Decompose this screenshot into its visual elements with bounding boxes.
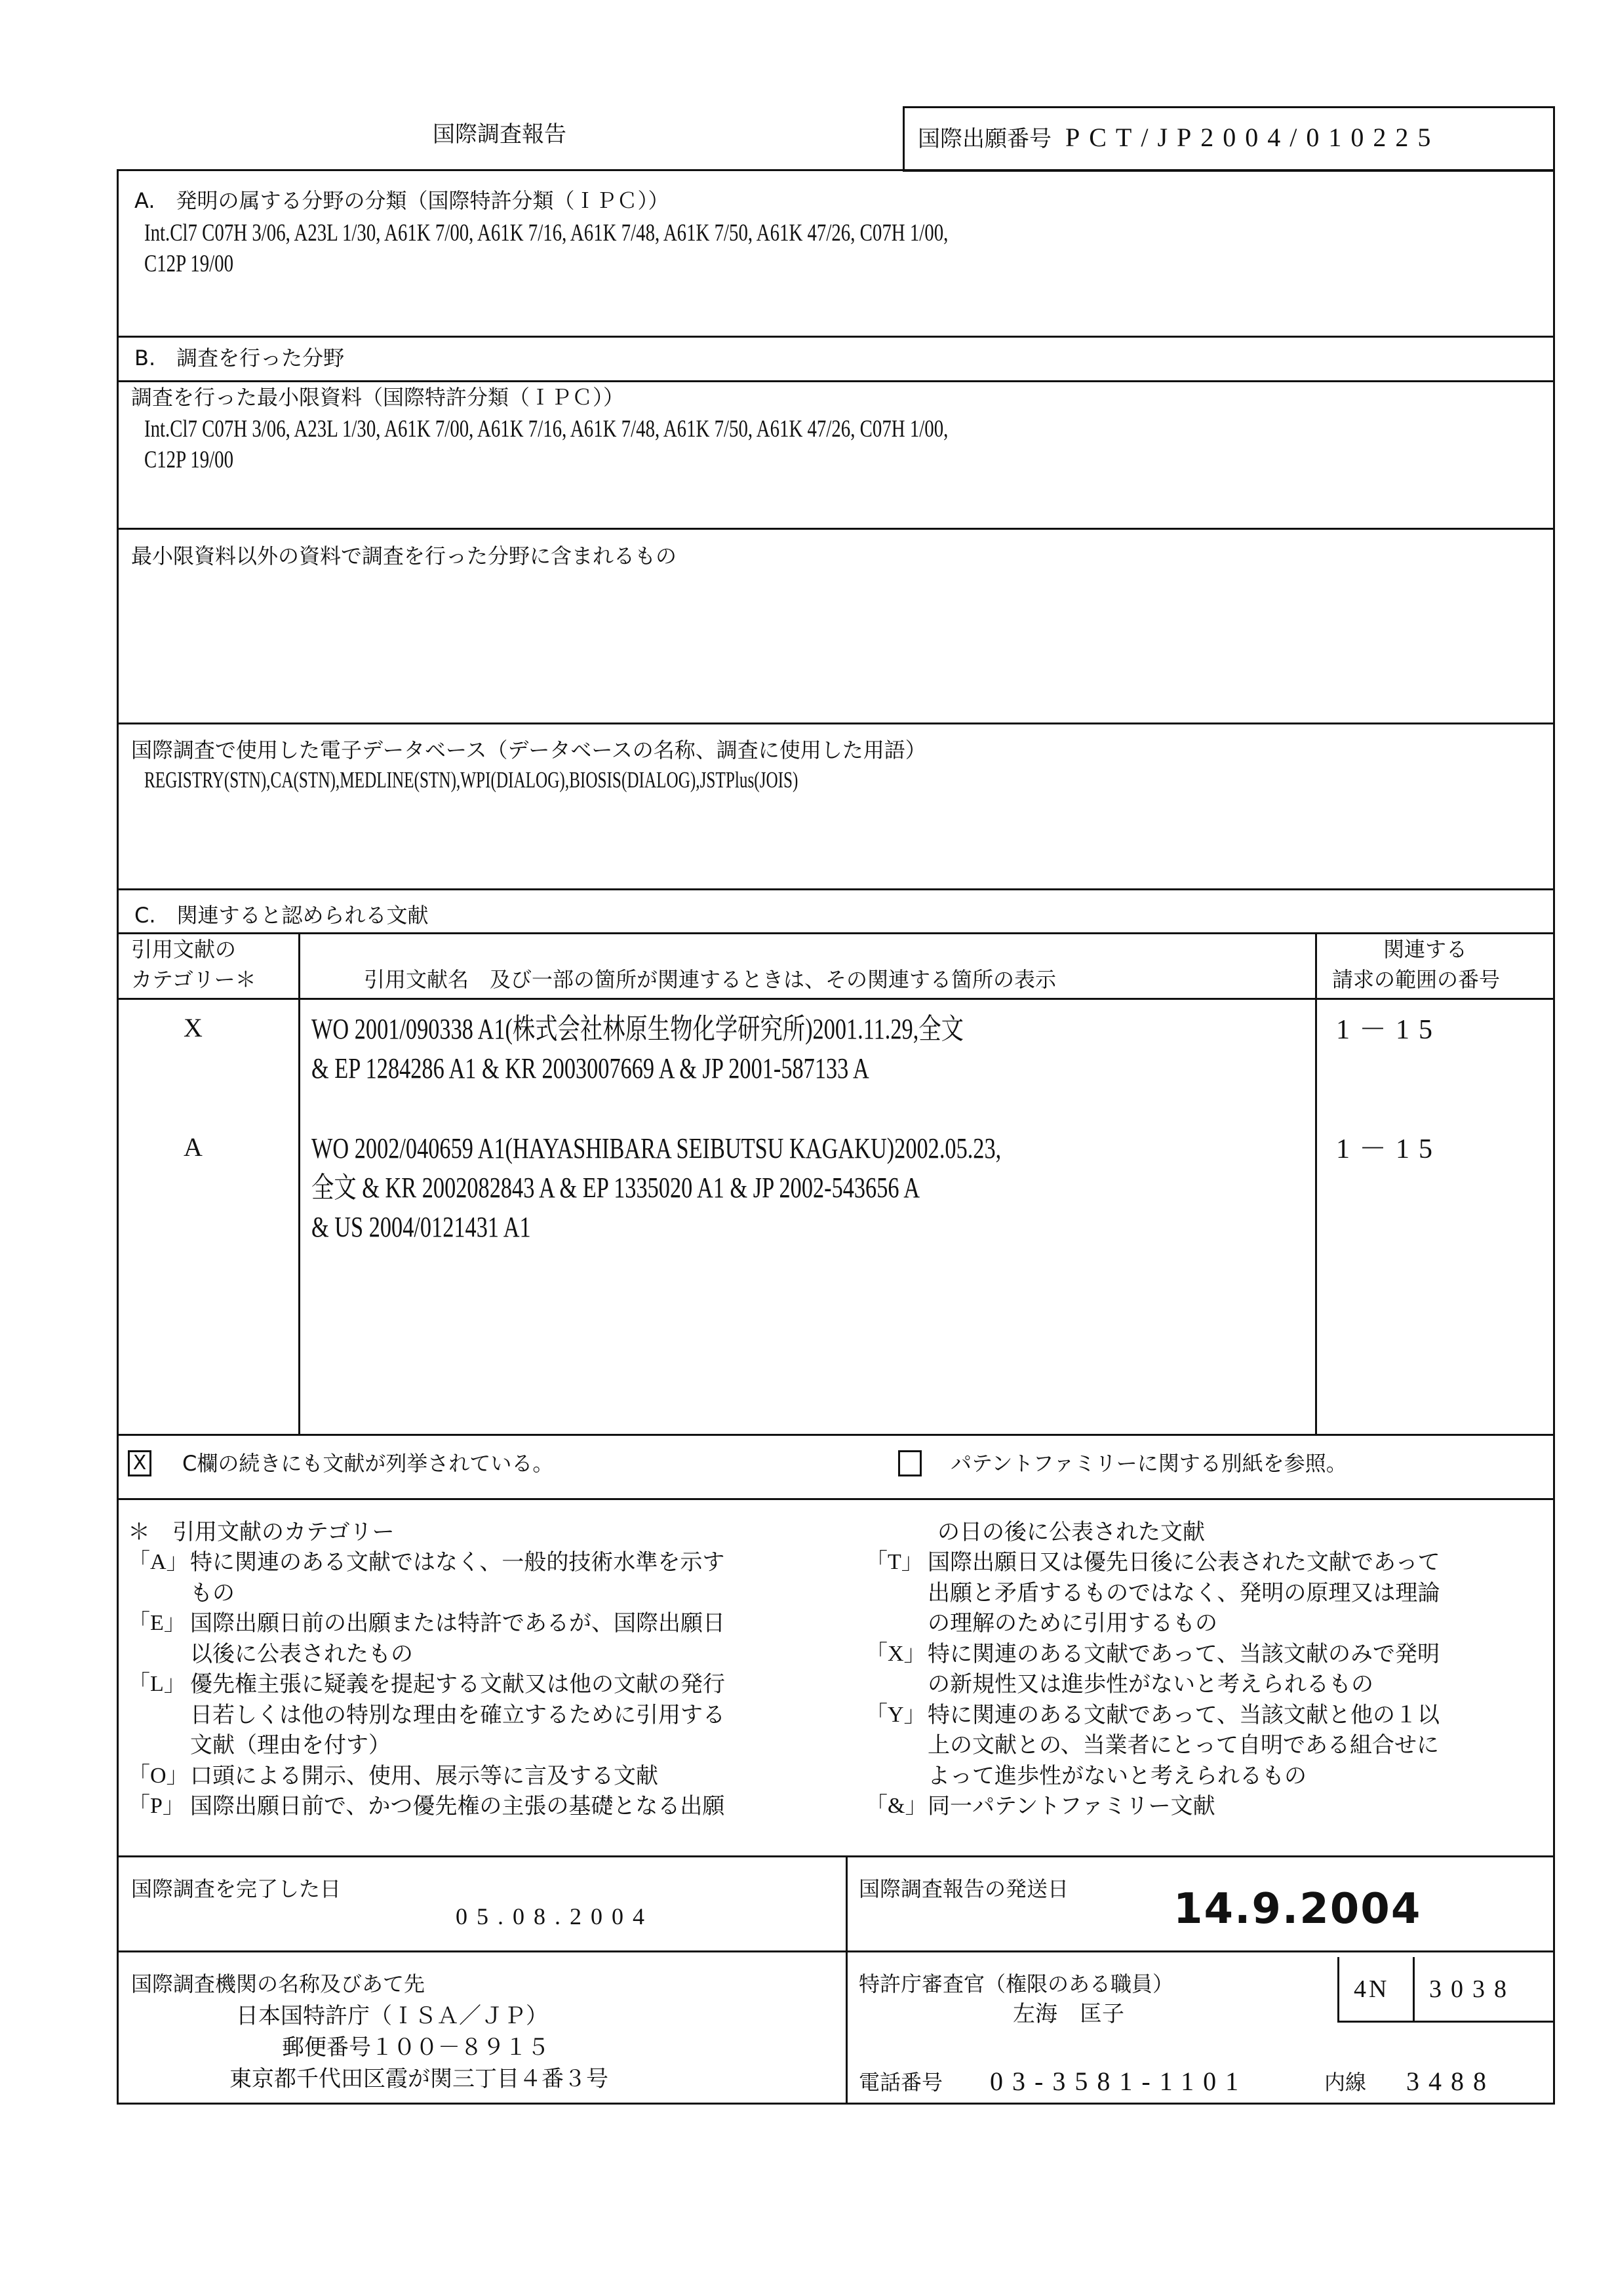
category-tag: 「A」: [128, 1550, 189, 1574]
col-divider-claims: [1315, 932, 1317, 1434]
report-title: 国際調査報告: [433, 121, 566, 148]
category-description-line: 特に関連のある文献ではなく、一般的技術水準を示す: [190, 1549, 725, 1575]
other-docs-label: 最小限資料以外の資料で調査を行った分野に含まれるもの: [131, 544, 677, 568]
category-description-line: 同一パテントファミリー文献: [928, 1793, 1215, 1819]
patent-family-label: パテントファミリーに関する別紙を参照。: [951, 1451, 1347, 1476]
divider-min-docs: [117, 528, 1555, 530]
row-citation-line: WO 2001/090338 A1(株式会社林原生物化学研究所)2001.11.29,全文: [311, 1013, 964, 1045]
divider-other-docs: [117, 722, 1555, 724]
category-tag: 「E」: [128, 1611, 186, 1635]
row-citation-line: WO 2002/040659 A1(HAYASHIBARA SEIBUTSU KAGAKU)2002.05.23,: [311, 1132, 1002, 1164]
col-divider-category: [298, 932, 300, 1434]
category-description-line: 国際出願日前で、かつ優先権の主張の基礎となる出願: [190, 1793, 725, 1819]
category-description-line: 特に関連のある文献であって、当該文献と他の１以: [928, 1701, 1440, 1728]
mailing-label: 国際調査報告の発送日: [859, 1876, 1069, 1901]
category-description-line: 日若しくは他の特別な理由を確立するために引用する: [190, 1701, 725, 1728]
section-a-heading: A. 発明の属する分野の分類（国際特許分類（ＩＰＣ））: [134, 188, 669, 213]
category-description-line: 文献（理由を付す）: [190, 1732, 391, 1758]
database-value: REGISTRY(STN),CA(STN),MEDLINE(STN),WPI(DIALOG),BIOSIS(DIALOG),JSTPlus(JOIS): [144, 767, 798, 793]
category-description-line: 国際出願日前の出願または特許であるが、国際出願日: [190, 1610, 725, 1636]
divider-c-columns: [117, 998, 1555, 1000]
categories-title: ＊ 引用文献のカテゴリー: [128, 1519, 395, 1545]
officer-label: 特許庁審査官（権限のある職員）: [859, 1971, 1174, 1996]
divider-continuation: [117, 1498, 1555, 1500]
category-description-line: の新規性又は進歩性がないと考えられるもの: [928, 1671, 1373, 1697]
phone-label: 電話番号: [859, 2070, 943, 2095]
application-number-label: 国際出願番号: [918, 126, 1052, 152]
row-category: A: [184, 1132, 203, 1162]
database-label: 国際調査で使用した電子データベース（データベースの名称、調査に使用した用語）: [131, 738, 926, 762]
divider-database: [117, 888, 1555, 890]
completion-date: 05.08.2004: [456, 1903, 654, 1930]
category-description-line: 出願と矛盾するものではなく、発明の原理又は理論: [928, 1579, 1440, 1606]
divider-categories: [117, 1855, 1555, 1857]
phone-number: 03-3581-1101: [990, 2067, 1248, 2096]
divider-a-b: [117, 336, 1555, 338]
application-number: PCT/JP2004/010225: [1065, 123, 1440, 152]
category-tag: 「P」: [128, 1794, 185, 1818]
category-description-line: の理解のために引用するもの: [928, 1610, 1217, 1636]
footer-center-divider: [846, 1855, 848, 2105]
row-claims: 1－15: [1336, 1015, 1442, 1045]
row-citation-line: & US 2004/0121431 A1: [311, 1211, 531, 1243]
category-description-line: 特に関連のある文献であって、当該文献のみで発明: [928, 1640, 1440, 1667]
authority-address: 東京都千代田区霞が関三丁目４番３号: [229, 2066, 608, 2092]
authority-name: 日本国特許庁（ＩＳＡ／ＪＰ）: [236, 2003, 548, 2029]
category-description-line: 口頭による開示、使用、展示等に言及する文献: [190, 1762, 658, 1789]
category-continuation: の日の後に公表された文献: [937, 1519, 1205, 1545]
col-header-citation: 引用文献名 及び一部の箇所が関連するときは、その関連する箇所の表示: [364, 967, 1057, 992]
divider-c-heading: [117, 932, 1555, 934]
extension-label: 内線: [1324, 2070, 1367, 2095]
authority-postal: 郵便番号１００－８９１５: [282, 2034, 549, 2061]
c-continued-checkbox[interactable]: X: [128, 1450, 151, 1476]
row-citation-line: 全文 & KR 2002082843 A & EP 1335020 A1 & JP 2002-543656 A: [311, 1172, 920, 1204]
category-description-line: 優先権主張に疑義を提起する文献又は他の文献の発行: [190, 1671, 725, 1697]
category-description-line: 国際出願日又は優先日後に公表された文献であって: [928, 1549, 1440, 1575]
mailing-date-stamp: 14.9.2004: [1173, 1885, 1422, 1933]
col-header-claims-1: 関連する: [1383, 937, 1468, 962]
category-description-line: よって進歩性がないと考えられるもの: [928, 1762, 1307, 1789]
row-claims: 1－15: [1336, 1134, 1442, 1164]
examiner-code-divider: [1413, 1957, 1415, 2023]
c-continued-label: C欄の続きにも文献が列挙されている。: [182, 1451, 554, 1476]
completion-label: 国際調査を完了した日: [131, 1876, 342, 1901]
category-tag: 「Y」: [865, 1702, 926, 1727]
category-tag: 「O」: [128, 1763, 189, 1788]
category-tag: 「&」: [865, 1794, 928, 1818]
patent-family-checkbox[interactable]: [898, 1450, 922, 1476]
col-header-claims-2: 請求の範囲の番号: [1332, 967, 1501, 992]
min-docs-label: 調査を行った最小限資料（国際特許分類（ＩＰＣ））: [131, 385, 625, 410]
category-description-line: もの: [190, 1579, 235, 1606]
col-header-category-2: カテゴリー＊: [131, 967, 256, 992]
extension-number: 3488: [1406, 2067, 1495, 2096]
divider-b-heading: [117, 380, 1555, 382]
divider-footer-mid: [117, 1950, 1555, 1952]
examiner-code-2: 3038: [1429, 1975, 1516, 2003]
section-b-ipc-line2: C12P 19/00: [144, 446, 234, 473]
category-tag: 「X」: [865, 1641, 926, 1666]
category-description-line: 以後に公表されたもの: [190, 1640, 413, 1667]
authority-label: 国際調査機関の名称及びあて先: [131, 1971, 425, 1996]
category-description-line: 上の文献との、当業者にとって自明である組合せに: [928, 1732, 1439, 1758]
examiner-code-1: 4N: [1354, 1975, 1390, 2003]
col-header-category-1: 引用文献の: [131, 937, 237, 962]
row-category: X: [184, 1013, 203, 1042]
row-citation-line: & EP 1284286 A1 & KR 2003007669 A & JP 2001-587133 A: [311, 1052, 869, 1084]
category-tag: 「L」: [128, 1672, 186, 1696]
divider-c-end: [117, 1434, 1555, 1436]
category-tag: 「T」: [865, 1550, 924, 1574]
section-b-heading: B. 調査を行った分野: [134, 346, 345, 370]
officer-name: 左海 匡子: [1013, 2001, 1124, 2027]
section-a-ipc-line1: Int.Cl7 C07H 3/06, A23L 1/30, A61K 7/00, A61K 7/16, A61K 7/48, A61K 7/50, A61K 47/26, C07H 1/00,: [144, 220, 949, 247]
section-b-ipc-line1: Int.Cl7 C07H 3/06, A23L 1/30, A61K 7/00, A61K 7/16, A61K 7/48, A61K 7/50, A61K 47/26, C07H 1/00,: [144, 416, 949, 443]
section-c-heading: C. 関連すると認められる文献: [134, 903, 429, 928]
section-a-ipc-line2: C12P 19/00: [144, 250, 234, 277]
